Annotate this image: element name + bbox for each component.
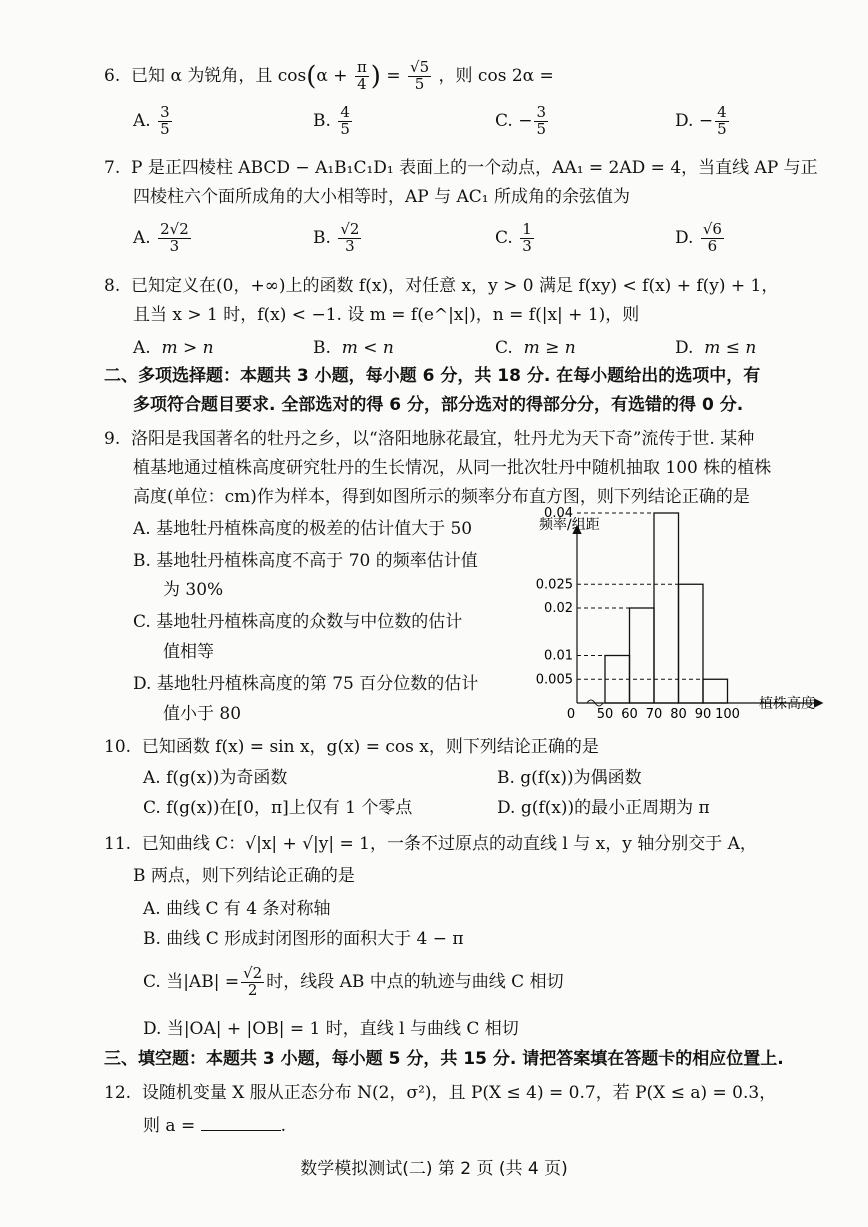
q8-option-b[interactable]: B. m < n (313, 338, 394, 358)
y-axis-label: 频率/组距 (539, 517, 600, 533)
page-footer: 数学模拟测试(二) 第 2 页 (共 4 页) (300, 1159, 568, 1179)
q11-option-a[interactable]: A. 曲线 C 有 4 条对称轴 (143, 899, 331, 919)
q10-option-b[interactable]: B. g(f(x))为偶函数 (497, 768, 642, 788)
q9-line1: 9. 洛阳是我国著名的牡丹之乡，以“洛阳地脉花最宜，牡丹尤为天下奇”流传于世. 某种 (104, 429, 755, 449)
q8-option-d[interactable]: D. m ≤ n (675, 338, 757, 358)
q6-stem: 6. 已知 α 为锐角，且 cos(α + $\frac{\pi}{4}$ ) = $\frac{√5}{5}$ ，则 cos 2α = (104, 58, 554, 93)
x-tick-label: 70 (645, 707, 663, 722)
q11-option-c[interactable]: C. 当|AB| = $\frac{√2}{2}$ 时，线段 AB 中点的轨迹与曲线 C 相切 (143, 964, 564, 999)
section-2-heading: 二、多项选择题：本题共 3 小题，每小题 6 分，共 18 分. 在每小题给出的选项中，有 (104, 366, 761, 386)
section-2-instructions: 多项符合题目要求. 全部选对的得 6 分，部分选对的得部分分，有选错的得 0 分. (133, 395, 744, 415)
q7-option-a[interactable]: A. $\frac{2√2}{3}$ (133, 220, 189, 255)
q12-answer-blank[interactable] (201, 1116, 281, 1131)
q9-option-d[interactable]: D. 基地牡丹植株高度的第 75 百分位数的估计 (133, 674, 479, 694)
q12-line1: 12. 设随机变量 X 服从正态分布 N(2，σ²)，且 P(X ≤ 4) = 0.7，若 P(X ≤ a) = 0.3， (104, 1083, 777, 1103)
y-tick-label: 0.04 (544, 506, 573, 521)
histogram-bar (654, 513, 679, 703)
q11-line1: 11. 已知曲线 C：√|x| + √|y| = 1，一条不过原点的动直线 l 与 x，y 轴分别交于 A， (104, 834, 757, 854)
histogram-bar (679, 584, 704, 703)
q10-option-a[interactable]: A. f(g(x))为奇函数 (143, 768, 288, 788)
q9-option-a[interactable]: A. 基地牡丹植株高度的极差的估计值大于 50 (133, 519, 473, 539)
q9-option-b-cont: 为 30% (163, 580, 224, 600)
x-tick-label: 50 (596, 707, 614, 722)
histogram-bar (703, 679, 728, 703)
q9-line2: 植基地通过植株高度研究牡丹的生长情况，从同一批次牡丹中随机抽取 100 株的植株 (133, 458, 772, 478)
x-tick-label: 80 (670, 707, 687, 722)
y-tick-label: 0.005 (535, 672, 573, 688)
x-tick-label: 0 (566, 707, 576, 722)
q8-line1: 8. 已知定义在(0，+∞)上的函数 f(x)，对任意 x，y > 0 满足 f(xy) < f(x) + f(y) + 1， (104, 276, 779, 296)
q11-option-b[interactable]: B. 曲线 C 形成封闭图形的面积大于 4 − π (143, 929, 464, 949)
x-tick-label: 100 (715, 707, 740, 722)
q9-option-d-cont: 值小于 80 (163, 704, 242, 724)
q7-option-b[interactable]: B. $\frac{√2}{3}$ (313, 220, 360, 255)
x-tick-label: 90 (694, 707, 712, 722)
q6-option-a[interactable]: A. $\frac{3}{5}$ (133, 103, 170, 138)
q8-option-c[interactable]: C. m ≥ n (495, 338, 576, 358)
q12-line2: 则 a = . (143, 1116, 286, 1136)
q7-line1: 7. P 是正四棱柱 ABCD − A₁B₁C₁D₁ 表面上的一个动点，AA₁ = 2AD = 4，当直线 AP 与正 (104, 158, 818, 178)
y-tick-label: 0.01 (544, 648, 573, 664)
x-tick-label: 60 (621, 707, 638, 722)
q6-option-b[interactable]: B. $\frac{4}{5}$ (313, 103, 350, 138)
frequency-histogram (525, 506, 835, 725)
q7-option-d[interactable]: D. $\frac{√6}{6}$ (675, 220, 722, 255)
y-tick-label: 0.02 (544, 601, 573, 616)
y-tick-label: 0.025 (535, 577, 573, 593)
q8-option-a[interactable]: A. m > n (133, 338, 214, 358)
q9-option-c-cont: 值相等 (163, 642, 214, 662)
q11-option-d[interactable]: D. 当|OA| + |OB| = 1 时，直线 l 与曲线 C 相切 (143, 1019, 519, 1039)
q7-option-c[interactable]: C. $\frac{1}{3}$ (495, 220, 532, 255)
q10-stem: 10. 已知函数 f(x) = sin x，g(x) = cos x，则下列结论正确的是 (104, 737, 599, 757)
q9-option-b[interactable]: B. 基地牡丹植株高度不高于 70 的频率估计值 (133, 551, 478, 571)
x-axis-label: 植株高度 (759, 696, 815, 712)
q8-line2: 且当 x > 1 时，f(x) < −1. 设 m = f(e^|x|)，n = f(|x| + 1)，则 (133, 305, 640, 325)
q10-option-c[interactable]: C. f(g(x))在[0，π]上仅有 1 个零点 (143, 798, 413, 818)
section-3-heading: 三、填空题：本题共 3 小题，每小题 5 分，共 15 分. 请把答案填在答题卡的相应位置上. (104, 1049, 784, 1069)
q9-option-c[interactable]: C. 基地牡丹植株高度的众数与中位数的估计 (133, 612, 463, 632)
q6-option-d[interactable]: D. − $\frac{4}{5}$ (675, 103, 727, 138)
histogram-bar (630, 608, 655, 703)
q6-option-c[interactable]: C. − $\frac{3}{5}$ (495, 103, 547, 138)
q6-number: 6. (104, 65, 121, 86)
q10-option-d[interactable]: D. g(f(x))的最小正周期为 π (497, 798, 710, 818)
q9-line3: 高度(单位：cm)作为样本，得到如图所示的频率分布直方图，则下列结论正确的是 (133, 487, 750, 507)
q7-line2: 四棱柱六个面所成角的大小相等时，AP 与 AC₁ 所成角的余弦值为 (133, 187, 631, 207)
q11-line2: B 两点，则下列结论正确的是 (133, 866, 355, 886)
